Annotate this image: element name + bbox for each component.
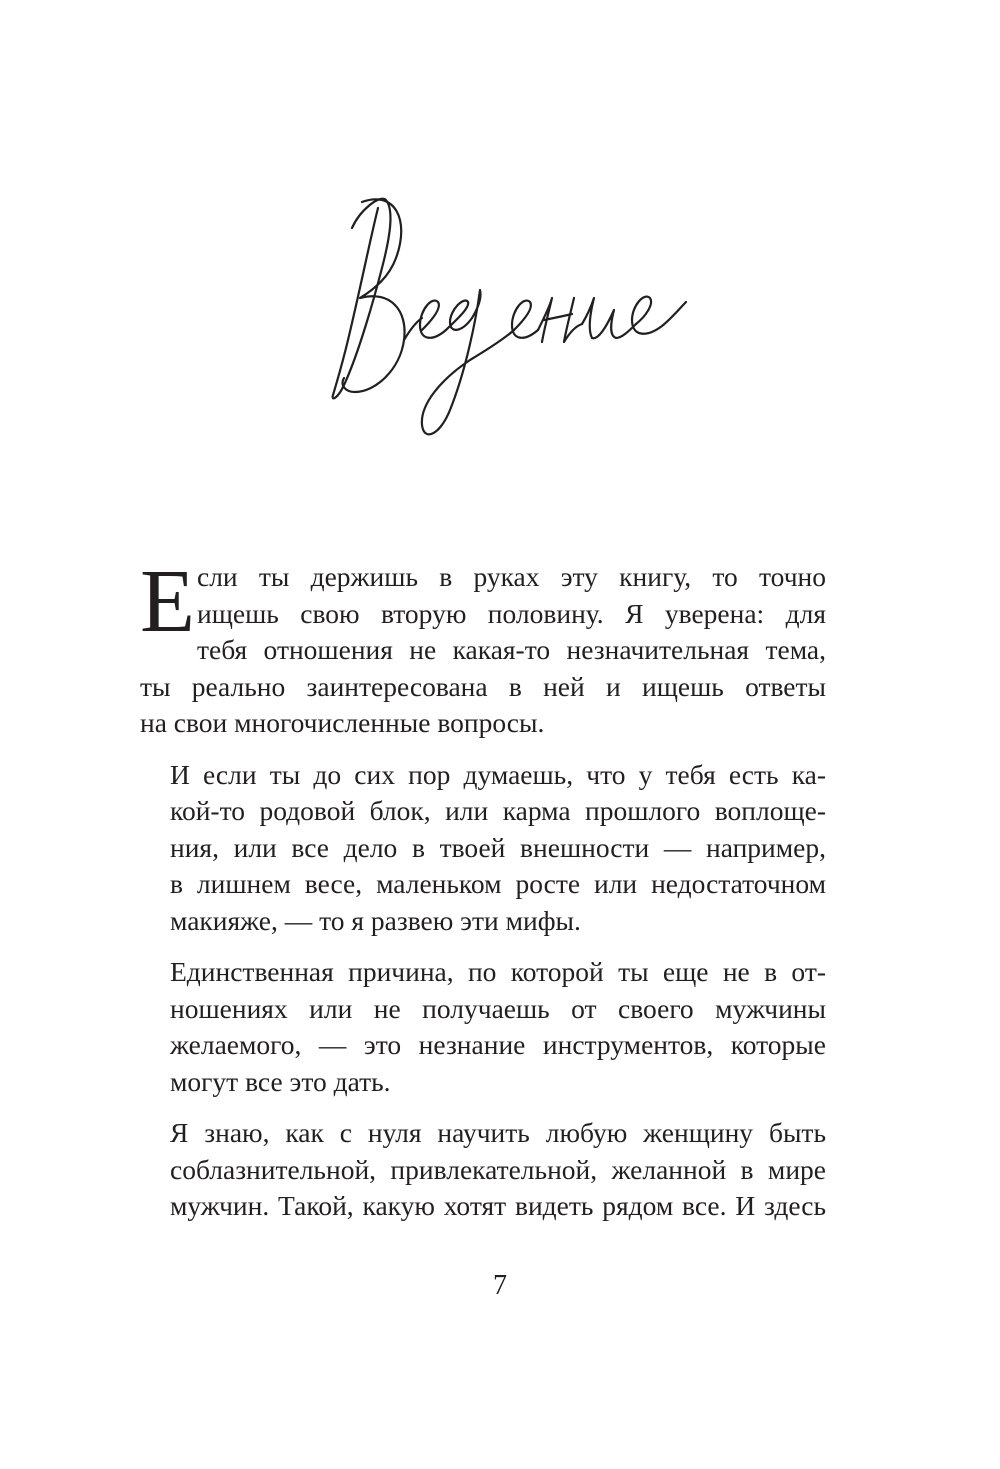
text-line: ты реально заинтересована в ней и ищешь ответы	[140, 670, 826, 702]
text-line: ношениях или не получаешь от своего мужчины	[170, 992, 826, 1024]
chapter-heading	[300, 180, 700, 460]
text-line: соблазнительной, привлекательной, желанной в мире	[170, 1153, 826, 1185]
text-line: желаемого, — это незнание инструментов, которые	[170, 1029, 826, 1060]
text-line: тебя отношения не какая-то незначительная тема,	[196, 634, 826, 665]
text-line: сли ты держишь в руках эту книгу, то точно	[196, 561, 826, 592]
text-line: мужчин. Такой, какую хотят видеть рядом все. И здесь	[170, 1190, 826, 1221]
text-line: Единственная причина, по которой ты еще не в от-	[170, 956, 826, 987]
drop-cap: Е	[140, 552, 195, 651]
paragraph-2	[140, 757, 826, 940]
text-line: могут все это дать.	[170, 1065, 391, 1097]
body-text	[140, 552, 826, 1240]
text-line: макияже, — то я развею эти мифы.	[170, 904, 581, 936]
text-line: И если ты до сих пор думаешь, что у тебя есть ка-	[170, 758, 826, 790]
page-number: 7	[493, 1270, 507, 1301]
paragraph-1	[140, 552, 826, 742]
text-line: на свои многочисленные вопросы.	[140, 707, 545, 738]
text-line: Я знаю, как с нуля научить любую женщину быть	[170, 1117, 826, 1148]
handwritten-heading-script	[300, 180, 700, 460]
text-line: кой-то родовой блок, или карма прошлого воплоще-	[170, 795, 826, 826]
text-line: ищешь свою вторую половину. Я уверена: для	[196, 597, 826, 629]
text-line: в лишнем весе, маленьком росте или недостаточном	[170, 868, 826, 899]
text-line: ния, или все дело в твоей внешности — например,	[170, 831, 826, 863]
paragraph-3	[140, 954, 826, 1100]
paragraph-4	[140, 1115, 826, 1225]
